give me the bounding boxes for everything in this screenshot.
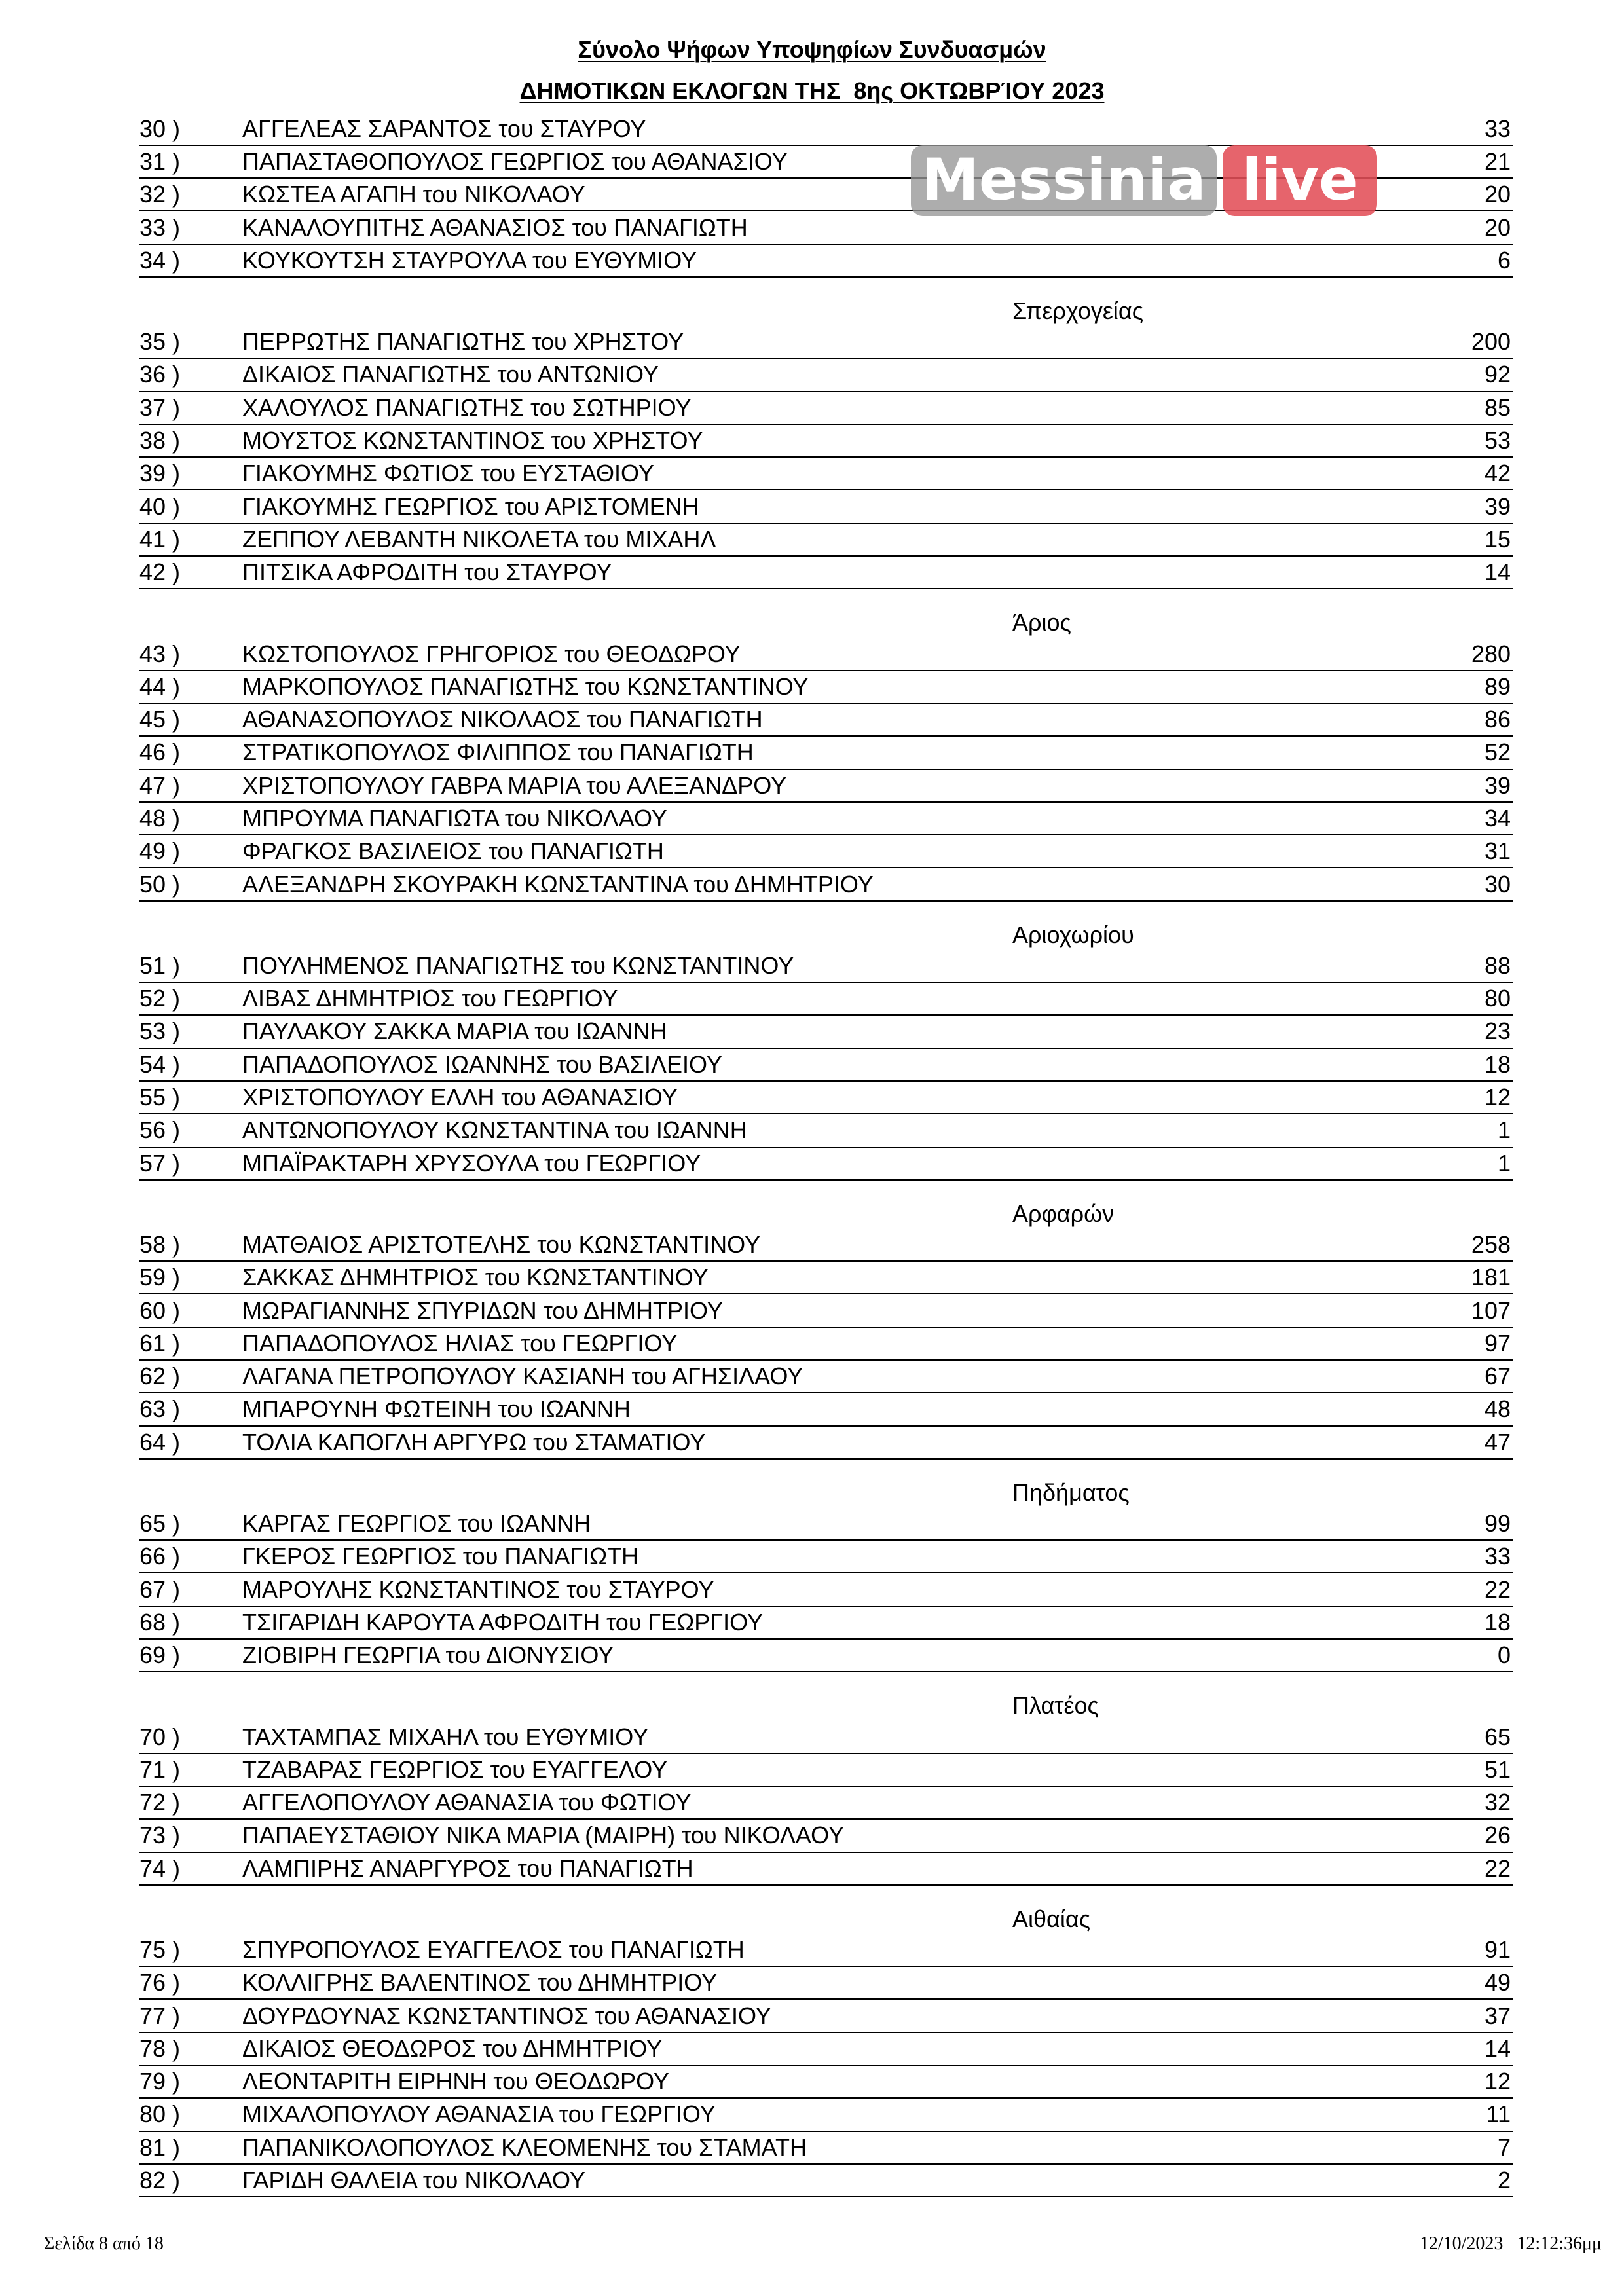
candidate-row xyxy=(139,1016,1513,1048)
candidate-number: 77 ) xyxy=(139,2002,181,2029)
candidate-number: 56 ) xyxy=(139,1116,181,1144)
candidate-row xyxy=(139,1934,1513,1967)
candidate-row xyxy=(139,1148,1513,1181)
candidate-number: 64 ) xyxy=(139,1428,181,1456)
candidate-number: 60 ) xyxy=(139,1296,181,1324)
candidate-number: 49 ) xyxy=(139,837,181,865)
candidate-number: 65 ) xyxy=(139,1510,181,1537)
candidate-number: 41 ) xyxy=(139,525,181,553)
candidate-votes: 0 xyxy=(1497,1642,1511,1669)
candidate-number: 76 ) xyxy=(139,1969,181,1996)
candidate-votes: 65 xyxy=(1484,1723,1511,1750)
candidate-name: ΜΙΧΑΛΟΠΟΥΛΟΥ ΑΘΑΝΑΣΙΑ του ΓΕΩΡΓΙΟΥ xyxy=(242,2101,716,2128)
candidate-row xyxy=(139,2066,1513,2099)
candidate-name: ΑΝΤΩΝΟΠΟΥΛΟΥ ΚΩΝΣΤΑΝΤΙΝΑ του ΙΩΑΝΝΗ xyxy=(242,1116,747,1144)
candidate-number: 75 ) xyxy=(139,1936,181,1963)
candidate-name: ΜΑΤΘΑΙΟΣ ΑΡΙΣΤΟΤΕΛΗΣ του ΚΩΝΣΤΑΝΤΙΝΟΥ xyxy=(242,1230,760,1258)
candidate-number: 81 ) xyxy=(139,2133,181,2161)
candidate-votes: 37 xyxy=(1484,2002,1511,2029)
candidate-name: ΓΚΕΡΟΣ ΓΕΩΡΓΙΟΣ του ΠΑΝΑΓΙΩΤΗ xyxy=(242,1543,639,1570)
candidate-votes: 107 xyxy=(1471,1296,1511,1324)
candidate-name: ΠΟΥΛΗΜΕΝΟΣ ΠΑΝΑΓΙΩΤΗΣ του ΚΩΝΣΤΑΝΤΙΝΟΥ xyxy=(242,951,794,979)
candidate-name: ΚΟΛΛΙΓΡΗΣ ΒΑΛΕΝΤΙΝΟΣ του ΔΗΜΗΤΡΙΟΥ xyxy=(242,1969,718,1996)
candidate-number: 37 ) xyxy=(139,394,181,421)
candidate-row xyxy=(139,326,1513,359)
candidate-votes: 33 xyxy=(1484,115,1511,142)
candidate-number: 47 ) xyxy=(139,771,181,799)
candidate-number: 31 ) xyxy=(139,147,181,175)
candidate-votes: 47 xyxy=(1484,1428,1511,1456)
candidate-votes: 85 xyxy=(1484,394,1511,421)
candidate-votes: 49 xyxy=(1484,1969,1511,1996)
candidate-number: 74 ) xyxy=(139,1854,181,1882)
candidate-row xyxy=(139,983,1513,1016)
candidate-votes: 7 xyxy=(1497,2133,1511,2161)
candidate-number: 30 ) xyxy=(139,115,181,142)
candidate-row xyxy=(139,803,1513,835)
document-subtitle: ΔΗΜΟΤΙΚΩΝ ΕΚΛΟΓΩΝ ΤΗΣ 8ης ΟΚΤΩΒΡΊΟΥ 2023 xyxy=(519,77,1105,104)
candidate-row xyxy=(139,425,1513,458)
candidate-number: 78 ) xyxy=(139,2034,181,2062)
candidate-number: 79 ) xyxy=(139,2068,181,2095)
candidate-row xyxy=(139,1229,1513,1262)
watermark-messinia-text: Messinia xyxy=(911,145,1217,216)
candidate-row xyxy=(139,1361,1513,1393)
candidate-number: 62 ) xyxy=(139,1363,181,1390)
candidate-number: 48 ) xyxy=(139,804,181,832)
candidate-name: ΜΠΑΪΡΑΚΤΑΡΗ ΧΡΥΣΟΥΛΑ του ΓΕΩΡΓΙΟΥ xyxy=(242,1149,701,1177)
candidate-number: 46 ) xyxy=(139,739,181,766)
candidate-votes: 2 xyxy=(1497,2167,1511,2194)
candidate-name: ΠΙΤΣΙΚΑ ΑΦΡΟΔΙΤΗ του ΣΤΑΥΡΟΥ xyxy=(242,559,612,586)
candidate-name: ΑΓΓΕΛΕΑΣ ΣΑΡΑΝΤΟΣ του ΣΤΑΥΡΟΥ xyxy=(242,115,646,142)
candidate-number: 80 ) xyxy=(139,2101,181,2128)
candidate-row xyxy=(139,1294,1513,1327)
candidate-number: 82 ) xyxy=(139,2167,181,2194)
page-number: Σελίδα 8 από 18 xyxy=(44,2233,164,2254)
candidate-name: ΧΑΛΟΥΛΟΣ ΠΑΝΑΓΙΩΤΗΣ του ΣΩΤΗΡΙΟΥ xyxy=(242,394,692,421)
candidate-name: ΠΑΠΑΝΙΚΟΛΟΠΟΥΛΟΣ ΚΛΕΟΜΕΝΗΣ του ΣΤΑΜΑΤΗ xyxy=(242,2133,807,2161)
candidate-name: ΖΕΠΠΟΥ ΛΕΒΑΝΤΗ ΝΙΚΟΛΕΤΑ του ΜΙΧΑΗΛ xyxy=(242,525,716,553)
candidate-votes: 92 xyxy=(1484,361,1511,388)
candidate-number: 54 ) xyxy=(139,1050,181,1078)
candidate-votes: 14 xyxy=(1484,2034,1511,2062)
candidate-name: ΑΛΕΞΑΝΔΡΗ ΣΚΟΥΡΑΚΗ ΚΩΝΣΤΑΝΤΙΝΑ του ΔΗΜΗΤΡΙΟΥ xyxy=(242,870,874,898)
candidate-number: 68 ) xyxy=(139,1608,181,1636)
candidate-name: ΧΡΙΣΤΟΠΟΥΛΟΥ ΕΛΛΗ του ΑΘΑΝΑΣΙΟΥ xyxy=(242,1084,678,1111)
candidate-name: ΠΕΡΡΩΤΗΣ ΠΑΝΑΓΙΩΤΗΣ του ΧΡΗΣΤΟΥ xyxy=(242,328,684,356)
candidate-row xyxy=(139,392,1513,425)
candidate-name: ΚΑΝΑΛΟΥΠΙΤΗΣ ΑΘΑΝΑΣΙΟΣ του ΠΑΝΑΓΙΩΤΗ xyxy=(242,213,748,241)
candidate-name: ΜΟΥΣΤΟΣ ΚΩΝΣΤΑΝΤΙΝΟΣ του ΧΡΗΣΤΟΥ xyxy=(242,427,703,454)
candidate-number: 61 ) xyxy=(139,1329,181,1357)
candidate-name: ΜΑΡΚΟΠΟΥΛΟΣ ΠΑΝΑΓΙΩΤΗΣ του ΚΩΝΣΤΑΝΤΙΝΟΥ xyxy=(242,672,809,700)
candidate-number: 33 ) xyxy=(139,213,181,241)
candidate-number: 63 ) xyxy=(139,1395,181,1423)
candidate-votes: 33 xyxy=(1484,1543,1511,1570)
candidate-number: 38 ) xyxy=(139,427,181,454)
candidate-votes: 48 xyxy=(1484,1395,1511,1423)
candidate-votes: 14 xyxy=(1484,559,1511,586)
candidate-number: 40 ) xyxy=(139,492,181,520)
candidate-votes: 32 xyxy=(1484,1789,1511,1816)
candidate-votes: 20 xyxy=(1484,181,1511,208)
candidate-row xyxy=(139,490,1513,523)
candidate-votes: 21 xyxy=(1484,147,1511,175)
candidate-row xyxy=(139,1787,1513,1820)
candidate-row xyxy=(139,1967,1513,2000)
candidate-row xyxy=(139,2000,1513,2032)
candidate-votes-list xyxy=(139,113,1513,2198)
candidate-number: 35 ) xyxy=(139,328,181,356)
candidate-row xyxy=(139,2165,1513,2197)
candidate-row xyxy=(139,770,1513,803)
candidate-name: ΣΤΡΑΤΙΚΟΠΟΥΛΟΣ ΦΙΛΙΠΠΟΣ του ΠΑΝΑΓΙΩΤΗ xyxy=(242,739,754,766)
candidate-name: ΜΠΡΟΥΜΑ ΠΑΝΑΓΙΩΤΑ του ΝΙΚΟΛΑΟΥ xyxy=(242,804,667,832)
candidate-votes: 258 xyxy=(1471,1230,1511,1258)
candidate-votes: 22 xyxy=(1484,1854,1511,1882)
candidate-number: 71 ) xyxy=(139,1755,181,1783)
candidate-row xyxy=(139,1082,1513,1114)
candidate-row xyxy=(139,1393,1513,1426)
candidate-votes: 20 xyxy=(1484,213,1511,241)
candidate-name: ΣΠΥΡΟΠΟΥΛΟΣ ΕΥΑΓΓΕΛΟΣ του ΠΑΝΑΓΙΩΤΗ xyxy=(242,1936,745,1963)
candidate-number: 66 ) xyxy=(139,1543,181,1570)
district-header: Σπερχογείας xyxy=(1012,297,1144,324)
candidate-votes: 99 xyxy=(1484,1510,1511,1537)
candidate-name: ΠΑΠΑΔΟΠΟΥΛΟΣ ΗΛΙΑΣ του ΓΕΩΡΓΙΟΥ xyxy=(242,1329,678,1357)
candidate-row xyxy=(139,2033,1513,2066)
candidate-number: 32 ) xyxy=(139,181,181,208)
candidate-name: ΠΑΠΑΣΤΑΘΟΠΟΥΛΟΣ ΓΕΩΡΓΙΟΣ του ΑΘΑΝΑΣΙΟΥ xyxy=(242,147,788,175)
candidate-name: ΜΑΡΟΥΛΗΣ ΚΩΝΣΤΑΝΤΙΝΟΣ του ΣΤΑΥΡΟΥ xyxy=(242,1575,714,1603)
candidate-number: 34 ) xyxy=(139,246,181,274)
candidate-votes: 31 xyxy=(1484,837,1511,865)
candidate-name: ΚΩΣΤΕΑ ΑΓΑΠΗ του ΝΙΚΟΛΑΟΥ xyxy=(242,181,585,208)
candidate-number: 72 ) xyxy=(139,1789,181,1816)
candidate-name: ΦΡΑΓΚΟΣ ΒΑΣΙΛΕΙΟΣ του ΠΑΝΑΓΙΩΤΗ xyxy=(242,837,664,865)
candidate-votes: 22 xyxy=(1484,1575,1511,1603)
messinia-live-watermark xyxy=(911,145,1377,216)
candidate-name: ΓΙΑΚΟΥΜΗΣ ΦΩΤΙΟΣ του ΕΥΣΤΑΘΙΟΥ xyxy=(242,460,654,487)
candidate-name: ΔΙΚΑΙΟΣ ΘΕΟΔΩΡΟΣ του ΔΗΜΗΤΡΙΟΥ xyxy=(242,2034,663,2062)
candidate-row xyxy=(139,835,1513,868)
candidate-votes: 86 xyxy=(1484,706,1511,733)
candidate-number: 39 ) xyxy=(139,460,181,487)
candidate-name: ΤΣΙΓΑΡΙΔΗ ΚΑΡΟΥΤΑ ΑΦΡΟΔΙΤΗ του ΓΕΩΡΓΙΟΥ xyxy=(242,1608,763,1636)
candidate-number: 45 ) xyxy=(139,706,181,733)
candidate-votes: 12 xyxy=(1484,2068,1511,2095)
candidate-name: ΑΘΑΝΑΣΟΠΟΥΛΟΣ ΝΙΚΟΛΑΟΣ του ΠΑΝΑΓΙΩΤΗ xyxy=(242,706,763,733)
candidate-row xyxy=(139,1640,1513,1672)
candidate-name: ΖΙΟΒΙΡΗ ΓΕΩΡΓΙΑ του ΔΙΟΝΥΣΙΟΥ xyxy=(242,1642,614,1669)
candidate-name: ΚΩΣΤΟΠΟΥΛΟΣ ΓΡΗΓΟΡΙΟΣ του ΘΕΟΔΩΡΟΥ xyxy=(242,640,741,667)
candidate-votes: 52 xyxy=(1484,739,1511,766)
candidate-row xyxy=(139,1427,1513,1460)
candidate-votes: 80 xyxy=(1484,985,1511,1012)
candidate-row xyxy=(139,2099,1513,2131)
watermark-live-text: live xyxy=(1223,145,1377,216)
candidate-name: ΠΑΥΛΑΚΟΥ ΣΑΚΚΑ ΜΑΡΙΑ του ΙΩΑΝΝΗ xyxy=(242,1018,667,1045)
candidate-number: 53 ) xyxy=(139,1018,181,1045)
candidate-number: 42 ) xyxy=(139,559,181,586)
candidate-row xyxy=(139,704,1513,737)
candidate-row xyxy=(139,1607,1513,1640)
candidate-number: 58 ) xyxy=(139,1230,181,1258)
candidate-row xyxy=(139,950,1513,983)
candidate-row xyxy=(139,524,1513,557)
candidate-row xyxy=(139,1721,1513,1753)
candidate-name: ΛΙΒΑΣ ΔΗΜΗΤΡΙΟΣ του ΓΕΩΡΓΙΟΥ xyxy=(242,985,618,1012)
candidate-votes: 26 xyxy=(1484,1822,1511,1849)
candidate-votes: 6 xyxy=(1497,246,1511,274)
candidate-row xyxy=(139,245,1513,278)
candidate-name: ΧΡΙΣΤΟΠΟΥΛΟΥ ΓΑΒΡΑ ΜΑΡΙΑ του ΑΛΕΞΑΝΔΡΟΥ xyxy=(242,771,787,799)
candidate-row xyxy=(139,868,1513,901)
candidate-votes: 18 xyxy=(1484,1050,1511,1078)
candidate-row xyxy=(139,1508,1513,1541)
candidate-votes: 51 xyxy=(1484,1755,1511,1783)
candidate-name: ΚΟΥΚΟΥΤΣΗ ΣΤΑΥΡΟΥΛΑ του ΕΥΘΥΜΙΟΥ xyxy=(242,246,697,274)
candidate-row xyxy=(139,1754,1513,1787)
candidate-votes: 53 xyxy=(1484,427,1511,454)
candidate-name: ΜΠΑΡΟΥΝΗ ΦΩΤΕΙΝΗ του ΙΩΑΝΝΗ xyxy=(242,1395,631,1423)
candidate-number: 73 ) xyxy=(139,1822,181,1849)
district-header: Αιθαίας xyxy=(1012,1905,1091,1932)
candidate-name: ΤΖΑΒΑΡΑΣ ΓΕΩΡΓΙΟΣ του ΕΥΑΓΓΕΛΟΥ xyxy=(242,1755,668,1783)
candidate-row xyxy=(139,737,1513,769)
candidate-votes: 88 xyxy=(1484,951,1511,979)
candidate-row xyxy=(139,638,1513,670)
candidate-name: ΜΩΡΑΓΙΑΝΝΗΣ ΣΠΥΡΙΔΩΝ του ΔΗΜΗΤΡΙΟΥ xyxy=(242,1296,723,1324)
candidate-votes: 67 xyxy=(1484,1363,1511,1390)
candidate-number: 59 ) xyxy=(139,1264,181,1291)
candidate-row xyxy=(139,1114,1513,1147)
candidate-votes: 1 xyxy=(1497,1149,1511,1177)
candidate-row xyxy=(139,557,1513,589)
candidate-row xyxy=(139,1262,1513,1294)
candidate-name: ΛΑΓΑΝΑ ΠΕΤΡΟΠΟΥΛΟΥ ΚΑΣΙΑΝΗ του ΑΓΗΣΙΛΑΟΥ xyxy=(242,1363,803,1390)
candidate-votes: 11 xyxy=(1486,2101,1511,2128)
candidate-votes: 30 xyxy=(1484,870,1511,898)
candidate-votes: 1 xyxy=(1497,1116,1511,1144)
candidate-name: ΑΓΓΕΛΟΠΟΥΛΟΥ ΑΘΑΝΑΣΙΑ του ΦΩΤΙΟΥ xyxy=(242,1789,692,1816)
district-header: Πλατέος xyxy=(1012,1692,1099,1719)
candidate-name: ΠΑΠΑΕΥΣΤΑΘΙΟΥ ΝΙΚΑ ΜΑΡΙΑ (ΜΑΙΡΗ) του ΝΙΚΟΛΑΟΥ xyxy=(242,1822,844,1849)
candidate-row xyxy=(139,211,1513,244)
candidate-number: 52 ) xyxy=(139,985,181,1012)
candidate-votes: 181 xyxy=(1471,1264,1511,1291)
candidate-number: 50 ) xyxy=(139,870,181,898)
candidate-votes: 18 xyxy=(1484,1608,1511,1636)
candidate-number: 67 ) xyxy=(139,1575,181,1603)
document-title: Σύνολο Ψήφων Υποψηφίων Συνδυασμών xyxy=(578,36,1046,63)
candidate-number: 69 ) xyxy=(139,1642,181,1669)
candidate-name: ΔΙΚΑΙΟΣ ΠΑΝΑΓΙΩΤΗΣ του ΑΝΤΩΝΙΟΥ xyxy=(242,361,659,388)
candidate-votes: 15 xyxy=(1484,525,1511,553)
candidate-row xyxy=(139,359,1513,392)
candidate-votes: 91 xyxy=(1484,1936,1511,1963)
candidate-row xyxy=(139,1573,1513,1606)
candidate-number: 57 ) xyxy=(139,1149,181,1177)
candidate-row xyxy=(139,113,1513,146)
candidate-name: ΚΑΡΓΑΣ ΓΕΩΡΓΙΟΣ του ΙΩΑΝΝΗ xyxy=(242,1510,591,1537)
candidate-name: ΤΟΛΙΑ ΚΑΠΟΓΛΗ ΑΡΓΥΡΩ του ΣΤΑΜΑΤΙΟΥ xyxy=(242,1428,706,1456)
candidate-name: ΛΕΟΝΤΑΡΙΤΗ ΕΙΡΗΝΗ του ΘΕΟΔΩΡΟΥ xyxy=(242,2068,669,2095)
district-header: Αριοχωρίου xyxy=(1012,921,1134,948)
candidate-votes: 39 xyxy=(1484,771,1511,799)
candidate-number: 51 ) xyxy=(139,951,181,979)
candidate-row xyxy=(139,671,1513,704)
candidate-row xyxy=(139,2132,1513,2165)
candidate-row xyxy=(139,1049,1513,1082)
candidate-votes: 23 xyxy=(1484,1018,1511,1045)
print-timestamp: 12/10/2023 12:12:36μμ xyxy=(1419,2233,1602,2254)
candidate-number: 70 ) xyxy=(139,1723,181,1750)
candidate-votes: 200 xyxy=(1471,328,1511,356)
candidate-name: ΣΑΚΚΑΣ ΔΗΜΗΤΡΙΟΣ του ΚΩΝΣΤΑΝΤΙΝΟΥ xyxy=(242,1264,709,1291)
candidate-name: ΓΑΡΙΔΗ ΘΑΛΕΙΑ του ΝΙΚΟΛΑΟΥ xyxy=(242,2167,585,2194)
candidate-number: 43 ) xyxy=(139,640,181,667)
candidate-name: ΤΑΧΤΑΜΠΑΣ ΜΙΧΑΗΛ του ΕΥΘΥΜΙΟΥ xyxy=(242,1723,649,1750)
district-header: Πηδήματος xyxy=(1012,1478,1130,1506)
candidate-row xyxy=(139,1820,1513,1852)
candidate-name: ΠΑΠΑΔΟΠΟΥΛΟΣ ΙΩΑΝΝΗΣ του ΒΑΣΙΛΕΙΟΥ xyxy=(242,1050,722,1078)
candidate-name: ΛΑΜΠΙΡΗΣ ΑΝΑΡΓΥΡΟΣ του ΠΑΝΑΓΙΩΤΗ xyxy=(242,1854,693,1882)
candidate-votes: 97 xyxy=(1484,1329,1511,1357)
candidate-row xyxy=(139,1328,1513,1361)
candidate-row xyxy=(139,1541,1513,1573)
candidate-votes: 42 xyxy=(1484,460,1511,487)
candidate-votes: 280 xyxy=(1471,640,1511,667)
candidate-number: 36 ) xyxy=(139,361,181,388)
candidate-row xyxy=(139,1853,1513,1886)
candidate-votes: 12 xyxy=(1484,1084,1511,1111)
candidate-name: ΓΙΑΚΟΥΜΗΣ ΓΕΩΡΓΙΟΣ του ΑΡΙΣΤΟΜΕΝΗ xyxy=(242,492,699,520)
candidate-votes: 39 xyxy=(1484,492,1511,520)
district-header: Άριος xyxy=(1012,609,1071,636)
candidate-votes: 89 xyxy=(1484,672,1511,700)
candidate-votes: 34 xyxy=(1484,804,1511,832)
district-header: Αρφαρών xyxy=(1012,1200,1115,1227)
candidate-number: 44 ) xyxy=(139,672,181,700)
candidate-number: 55 ) xyxy=(139,1084,181,1111)
candidate-row xyxy=(139,458,1513,490)
candidate-name: ΔΟΥΡΔΟΥΝΑΣ ΚΩΝΣΤΑΝΤΙΝΟΣ του ΑΘΑΝΑΣΙΟΥ xyxy=(242,2002,771,2029)
